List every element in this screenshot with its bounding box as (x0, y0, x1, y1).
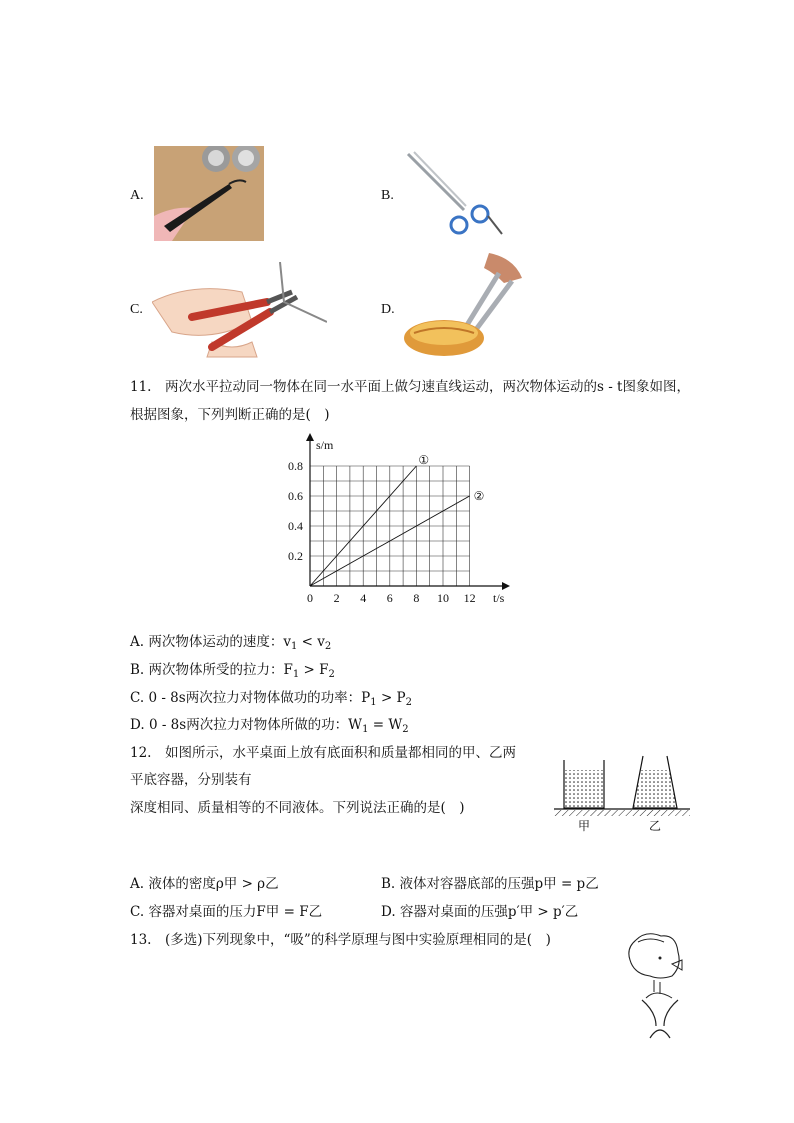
x-tick-label: 0 (307, 591, 313, 605)
q13-line1: 13. (多选)下列现象中，“吸”的科学原理与图中实验原理相同的是( ) (130, 932, 551, 948)
x-tick-label: 12 (463, 591, 476, 605)
x-axis-label: t/s (493, 591, 505, 605)
q11-option-a[interactable]: A. 两次物体运动的速度：$v_1 < v_2$ (130, 634, 332, 652)
tongs-image (404, 253, 524, 361)
y-tick-label: 0.4 (288, 519, 303, 533)
tweezers-image (154, 146, 264, 241)
chart-grid (310, 466, 470, 586)
x-tick-label: 8 (413, 591, 420, 605)
pliers-image (152, 262, 327, 360)
q12-option-c[interactable]: C. 容器对桌面的压力F甲 = F乙 (130, 904, 323, 920)
label-jia: 甲 (578, 819, 591, 833)
q12-option-d[interactable]: D. 容器对桌面的压强p′甲 > p′乙 (381, 904, 579, 920)
y-tick-label: 0.2 (288, 549, 303, 563)
containers-figure (552, 748, 692, 838)
q11-option-d[interactable]: D. 0 - 8s两次拉力对物体所做的功：$W_1 = W_2$ (130, 717, 409, 735)
option-a-label: A. (130, 188, 144, 203)
y-tick-label: 0.8 (288, 459, 303, 473)
q11-option-b[interactable]: B. 两次物体所受的拉力：$F_1 > F_2$ (130, 662, 335, 680)
scissors-image (404, 150, 504, 238)
x-axis-arrow (502, 582, 510, 590)
y-axis-arrow (306, 433, 314, 441)
q11-option-c[interactable]: C. 0 - 8s两次拉力对物体做功的功率：$P_1 > P_2$ (130, 690, 413, 708)
option-c-label: C. (130, 302, 143, 317)
container-yi (633, 756, 677, 808)
q11-line2: 根据图象，下列判断正确的是( ) (130, 407, 330, 423)
series-label-2: ② (473, 489, 485, 503)
option-d-label: D. (381, 302, 395, 317)
x-tick-label: 10 (437, 591, 449, 605)
option-b-label: B. (381, 188, 394, 203)
label-yi: 乙 (649, 819, 662, 833)
q12-option-a[interactable]: A. 液体的密度ρ甲 > ρ乙 (130, 876, 279, 892)
st-chart (280, 432, 520, 610)
x-tick-label: 2 (333, 591, 340, 605)
y-axis-label: s/m (316, 438, 334, 452)
x-tick-label: 6 (386, 591, 393, 605)
blowing-funnel-figure (616, 930, 696, 1040)
x-tick-label: 4 (360, 591, 367, 605)
q12-line3: 深度相同、质量相等的不同液体。下列说法正确的是( ) (130, 800, 465, 816)
q12-option-b[interactable]: B. 液体对容器底部的压强p甲 = p乙 (381, 876, 599, 892)
table-hatch (554, 810, 690, 816)
y-tick-label: 0.6 (288, 489, 303, 503)
q12-line2: 平底容器，分别装有 (130, 772, 252, 788)
series-label-1: ① (418, 453, 430, 467)
q12-line1: 12. 如图所示，水平桌面上放有底面积和质量都相同的甲、乙两 (130, 745, 516, 761)
q11-line1: 11. 两次水平拉动同一物体在同一水平面上做匀速直线运动，两次物体运动的s - t图象如图， (130, 379, 690, 395)
container-jia (564, 760, 604, 808)
